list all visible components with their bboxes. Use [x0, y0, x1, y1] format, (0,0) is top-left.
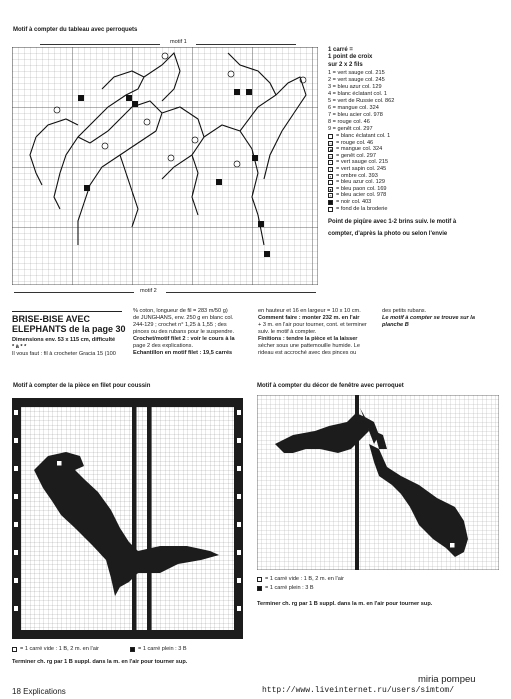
legend-item: 2 = vert sauge col. 245 [328, 77, 385, 84]
legend-note-1: Point de piqûre avec 1-2 brins suiv. le motif à [328, 219, 457, 226]
cushion-chart-footer: Terminer ch. rg par 1 B suppl. dans la m. en l'air pour tourner sup. [12, 659, 188, 665]
motif-1-arrow-right [196, 44, 296, 45]
motif-2-arrow-right [166, 292, 316, 293]
window-legend-empty [257, 576, 344, 583]
article-line: 244-129 ; crochet n° 1,25 à 1,55 ; des [133, 322, 227, 328]
article-line: sécher sous une pattemouille humide. Le [258, 343, 360, 349]
window-legend-full-label: = 1 carré plein : 3 B [265, 585, 314, 591]
legend-symbol-icon: - [329, 180, 332, 186]
legend-head-2: 1 point de croix [328, 54, 373, 61]
empty-square-icon [257, 577, 262, 582]
legend-item: 9 = genêt col. 297 [328, 126, 373, 133]
article-line: rideau est accroché avec des pinces ou [258, 350, 357, 356]
article-column-3 [258, 308, 383, 357]
article-line: Finitions : tendre la pièce et la laisser [258, 336, 358, 342]
top-chart-caption: Motif à compter du tableau avec perroquets [13, 27, 138, 33]
article-line: en hauteur et 16 en largeur = 10 x 10 cm. [258, 308, 361, 314]
window-legend-empty-label: = 1 carré vide : 1 B, 2 m. en l'air [265, 576, 344, 582]
legend-symbol-icon [328, 200, 333, 205]
legend-item: 5 = vert de Russie col. 862 [328, 98, 395, 105]
legend-item: = bleu paon col. 169 [336, 185, 387, 192]
window-chart-caption: Motif à compter du décor de fenêtre avec perroquet [257, 383, 404, 389]
watermark-url: http://www.liveinternet.ru/users/simtom/ [262, 686, 455, 695]
filled-square-icon [257, 586, 262, 591]
article-line: page 2 des explications. [133, 343, 194, 349]
article-line: Crochet/motif filet 2 : voir le cours à la [133, 336, 235, 342]
legend-item: 7 = bleu acier col. 978 [328, 112, 383, 119]
legend-note-2: compter, d'après la photo ou selon l'envie [328, 230, 448, 237]
article-title-2: ELEPHANTS de la page 30 [12, 324, 126, 334]
cushion-chart-caption: Motif à compter de la pièce en filet pour coussin [13, 383, 151, 389]
legend-symbol-icon: ▲ [329, 147, 333, 153]
cushion-chart-grid [12, 398, 243, 639]
article-line: Le motif à compter se trouve sur la [382, 315, 475, 321]
article-line: Dimensions env. 53 x 115 cm, difficulté [12, 337, 116, 343]
motif-2-label: motif 2 [140, 288, 157, 294]
legend-head-1: 1 carré = [328, 47, 353, 53]
article-title-1: BRISE-BISE AVEC [12, 314, 91, 324]
motif-1-arrow-left [40, 44, 160, 45]
legend-item: 3 = bleu azur col. 129 [328, 84, 382, 91]
article-line: de JUNGHANS, env. 250 g en blanc col. [133, 315, 234, 321]
legend-item: = rouge col. 46 [336, 139, 374, 146]
legend-symbol-icon: ○ [329, 153, 332, 159]
window-chart-grid [257, 395, 499, 570]
legend-symbol-icon [328, 134, 333, 139]
legend-item: = noir col. 403 [336, 198, 372, 205]
legend-item: = mangue col. 324 [336, 146, 383, 153]
cushion-legend-full [130, 646, 187, 653]
legend-symbol-icon: ● [329, 186, 332, 192]
legend-row [328, 206, 503, 213]
article-line: Il vous faut : fil à crocheter Gracia 15 (100 [12, 351, 116, 357]
legend-item: 8 = rouge col. 46 [328, 119, 370, 126]
legend-symbol-icon: · [329, 160, 332, 166]
cushion-legend-empty [12, 646, 99, 653]
legend-item: = blanc éclatant col. 1 [336, 133, 391, 140]
legend-item: = ombre col. 393 [336, 172, 378, 179]
window-legend-full [257, 585, 314, 592]
legend-item: = vert sapin col. 245 [336, 165, 387, 172]
window-chart-footer: Terminer ch. rg par 1 B suppl. dans la m. en l'air pour tourner sup. [257, 601, 433, 607]
legend-symbol-icon: ▪ [329, 173, 332, 179]
watermark-name: miria pompeu [418, 674, 476, 685]
empty-square-icon [12, 647, 17, 652]
legend-symbol-icon [328, 207, 333, 212]
cushion-legend-empty-label: = 1 carré vide : 1 B, 2 m. en l'air [20, 646, 99, 652]
article-rule [12, 311, 122, 312]
legend-symbol-icon: × [329, 193, 332, 199]
legend-item: 4 = blanc éclatant col. 1 [328, 91, 387, 98]
cushion-legend-full-label: = 1 carré plein : 3 B [138, 646, 187, 652]
legend-item: = vert sauge col. 215 [336, 159, 389, 166]
motif-2-arrow-left [14, 292, 134, 293]
article-line: pinces ou des rubans pour le suspendre. [133, 329, 235, 335]
article-line: + 3 m. en l'air pour tourner, cont. et terminer [258, 322, 367, 328]
filled-square-icon [130, 647, 135, 652]
article-line: des petits rubans. [382, 308, 427, 314]
legend-symbol-icon: / [329, 166, 332, 172]
top-chart-grid [12, 47, 318, 285]
legend-head-3: sur 2 x 2 fils [328, 61, 363, 68]
article-line: Echantillon en motif filet : 19,5 carrés [133, 350, 233, 356]
article-column-1 [12, 337, 127, 358]
legend-item: = genêt col. 297 [336, 152, 376, 159]
article-line: * à * * [12, 344, 27, 350]
motif-1-label: motif 1 [170, 39, 187, 45]
article-line: % coton, longueur de fil = 283 m/50 g) [133, 308, 228, 314]
legend-item: = bleu acier col. 978 [336, 192, 387, 199]
legend-item: 6 = mangue col. 324 [328, 105, 379, 112]
legend-item: = fond de la broderie [336, 205, 388, 212]
legend-symbol-icon: ∩ [329, 140, 332, 146]
legend [328, 47, 503, 238]
article-line: Comment faire : monter 232 m. en l'air [258, 315, 360, 321]
legend-item: = bleu azur col. 129 [336, 179, 385, 186]
article-line: planche B [382, 322, 409, 328]
legend-item: 1 = vert sauge col. 215 [328, 70, 385, 77]
article-column-4 [382, 308, 502, 329]
article-column-2 [133, 308, 258, 357]
article-line: suiv. le motif à compter. [258, 329, 317, 335]
page-number: 18 Explications [12, 687, 66, 696]
